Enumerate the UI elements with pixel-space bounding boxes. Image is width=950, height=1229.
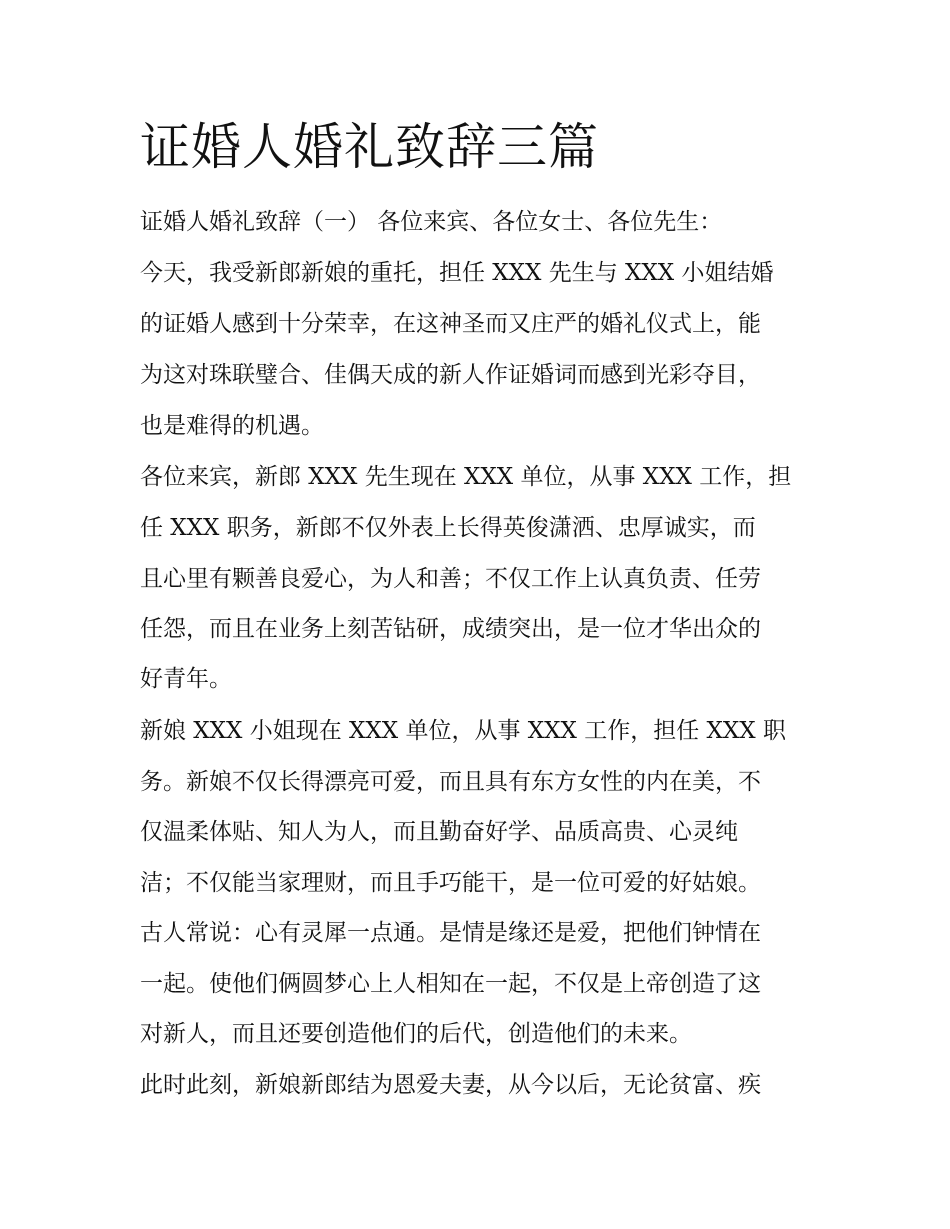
paragraph-line: 洁；不仅能当家理财，而且手巧能干，是一位可爱的好姑娘。 (140, 870, 761, 896)
paragraph-line: 证婚人婚礼致辞（一） 各位来宾、各位女士、各位先生： (140, 209, 723, 235)
paragraph-line: 此时此刻，新娘新郎结为恩爱夫妻，从今以后，无论贫富、疾 (140, 1072, 761, 1098)
paragraph-line: 新娘 XXX 小姐现在 XXX 单位，从事 XXX 工作，担任 XXX 职 (140, 718, 786, 744)
paragraph-line: 一起。使他们俩圆梦心上人相知在一起，不仅是上帝创造了这 (140, 971, 761, 997)
paragraph-line: 务。新娘不仅长得漂亮可爱，而且具有东方女性的内在美，不 (140, 769, 761, 795)
paragraph-line: 好青年。 (140, 666, 232, 692)
paragraph-line: 也是难得的机遇。 (140, 413, 324, 439)
paragraph-line: 任 XXX 职务，新郎不仅外表上长得英俊潇洒、忠厚诚实，而 (140, 515, 756, 541)
paragraph-line: 且心里有颗善良爱心，为人和善；不仅工作上认真负责、任劳 (140, 566, 761, 592)
document-title: 证婚人婚礼致辞三篇 (140, 118, 599, 176)
paragraph-line: 各位来宾，新郎 XXX 先生现在 XXX 单位，从事 XXX 工作，担 (140, 464, 792, 490)
paragraph-line: 任怨，而且在业务上刻苦钻研，成绩突出，是一位才华出众的 (140, 616, 761, 642)
paragraph-line: 古人常说：心有灵犀一点通。是情是缘还是爱，把他们钟情在 (140, 920, 761, 946)
paragraph-line: 仅温柔体贴、知人为人，而且勤奋好学、品质高贵、心灵纯 (140, 819, 738, 845)
paragraph-line: 的证婚人感到十分荣幸，在这神圣而又庄严的婚礼仪式上，能 (140, 311, 761, 337)
paragraph-line: 为这对珠联璧合、佳偶天成的新人作证婚词而感到光彩夺目， (140, 362, 761, 388)
paragraph-line: 对新人，而且还要创造他们的后代，创造他们的未来。 (140, 1021, 692, 1047)
paragraph-line: 今天，我受新郎新娘的重托，担任 XXX 先生与 XXX 小姐结婚 (140, 260, 774, 286)
